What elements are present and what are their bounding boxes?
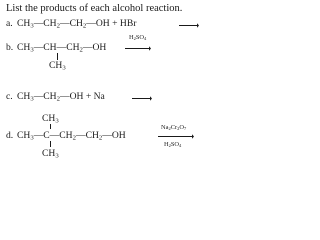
- reagent-above: $H_2SO_4$: [129, 34, 147, 42]
- branch-group-top: $CH_3$: [42, 113, 59, 125]
- branch-bond: [57, 53, 58, 60]
- branch-group: $CH_3$: [49, 60, 66, 72]
- reaction-equation: $CH_3—C—CH_2—CH_2—OH$: [17, 130, 126, 142]
- reaction-label: d.: [6, 130, 14, 141]
- question-title: List the products of each alcohol reaction.: [6, 3, 183, 14]
- reaction-arrow: [125, 46, 151, 52]
- reaction-label: b.: [6, 42, 14, 53]
- reaction-equation: $CH_3—CH_2—OH + Na$: [17, 91, 105, 103]
- reaction-arrow: [158, 134, 194, 140]
- reaction-label: a.: [6, 18, 13, 29]
- reaction-arrow: [132, 96, 152, 102]
- branch-bond-top: [50, 124, 51, 129]
- reagent-above: $Na_2Cr_2O_7$: [161, 124, 187, 132]
- branch-bond-bottom: [50, 141, 51, 147]
- branch-group-bottom: $CH_3$: [42, 148, 59, 160]
- reagent-below: $H_2SO_4$: [164, 141, 182, 149]
- reaction-label: c.: [6, 91, 13, 102]
- reaction-arrow: [179, 23, 199, 29]
- reaction-equation: $CH_3—CH_2—CH_2—OH$ + HBr: [17, 18, 137, 30]
- reaction-equation: $CH_3—CH—CH_2—OH$: [17, 42, 107, 54]
